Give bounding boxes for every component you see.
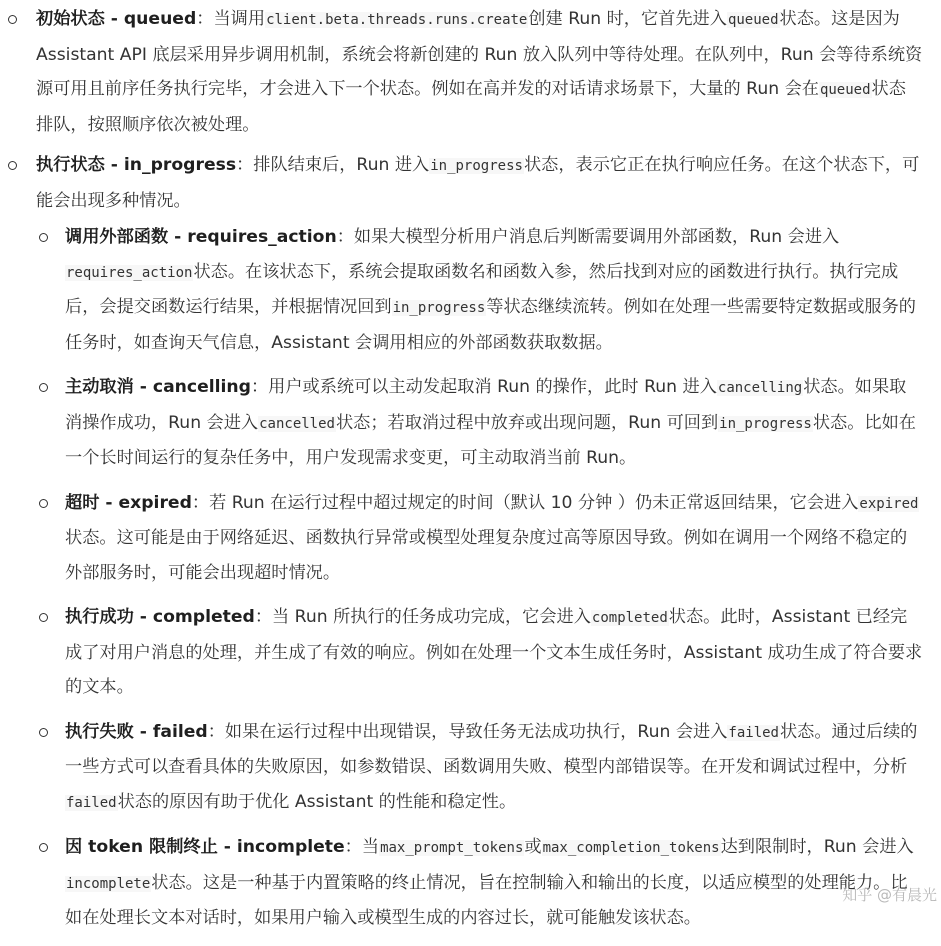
sub-item-separator: -: [168, 227, 188, 247]
text-run: 当 Run 所执行的任务成功完成，它会进入: [272, 607, 591, 627]
item-term: 执行状态: [36, 155, 105, 175]
text-run: 当调用: [213, 9, 266, 29]
text-run: 状态。比如在一个长时间运行的复杂任务中，用户发现需求变更，可主动取消当前 Run。: [65, 412, 916, 468]
text-run: 状态。这是一种基于内置策略的终止情况，旨在控制输入和输出的长度，以适应模型的处理能力。比如在处理长文本对话时，如果用户输入或模型生成的内容过长，就可能触发该状态。: [65, 872, 908, 928]
sub-item-separator: -: [99, 492, 119, 513]
sub-item-separator: -: [133, 377, 153, 397]
text-run: 等状态继续流转。例如在处理一些需要特定数据或服务的任务时，如查询天气信息，Assistant 会调用相应的外部函数获取数据。: [65, 297, 916, 353]
sub-item-state: completed: [152, 607, 255, 627]
text-run: 用户或系统可以主动发起取消 Run 的操作，此时 Run 进入: [268, 377, 717, 397]
sub-item-failed: [36, 715, 923, 821]
inline-code: requires_action: [66, 264, 193, 281]
inline-code: queued: [727, 12, 779, 28]
inline-code: in_progress: [719, 415, 812, 432]
inline-code: cancelled: [259, 415, 335, 432]
sub-state-list: [36, 220, 923, 936]
item-separator: -: [104, 155, 124, 175]
inline-code: max_prompt_tokens: [380, 840, 524, 856]
bullet-icon: [8, 15, 17, 24]
bullet-icon: [39, 613, 48, 622]
text-run: 状态。这是因为 Assistant API 底层采用异步调用机制，系统会将新创建的 Run 放入队列中等待处理。在队列中，Run 会等待系统资源可用且前序任务执行完毕，才会进入下一个状态。例如在高并发的对话请求场景下，大量的 Run 会在: [36, 9, 923, 99]
item-state: queued: [123, 9, 197, 29]
text-run: 排队结束后，Run 进入: [253, 155, 430, 175]
sub-item-separator: -: [217, 837, 237, 857]
sub-item-cancelling: [36, 370, 923, 476]
bullet-icon: [39, 383, 48, 392]
item-colon: ：: [236, 155, 254, 175]
inline-code: expired: [859, 495, 919, 512]
sub-item-state: requires_action: [187, 227, 337, 247]
inline-code: failed: [66, 794, 117, 811]
sub-item-colon: ：: [250, 377, 269, 397]
sub-item-colon: ：: [336, 227, 354, 247]
text-run: 状态。在该状态下，系统会提取函数名和函数入参，然后找到对应的函数进行执行。执行完成后，会提交函数运行结果，并根据情况回到: [65, 261, 899, 317]
text-run: 状态的原因有助于优化 Assistant 的性能和稳定性。: [117, 791, 517, 812]
sub-item-state: incomplete: [236, 837, 345, 857]
sub-item-separator: -: [133, 721, 153, 742]
state-list: [0, 2, 941, 936]
bullet-icon: [39, 843, 48, 852]
sub-item-incomplete: [36, 830, 923, 936]
item-state: in_progress: [123, 155, 237, 175]
inline-code: incomplete: [66, 875, 151, 892]
sub-item-colon: ：: [254, 607, 273, 627]
text-run: 状态，表示它正在执行响应任务。在这个状态下，可能会出现多种情况。: [36, 155, 920, 211]
sub-item-completed: [36, 600, 923, 705]
sub-item-term: 主动取消: [65, 377, 134, 397]
sub-item-colon: ：: [191, 492, 210, 513]
text-run: 如果在运行过程中出现错误，导致任务无法成功执行，Run 会进入: [224, 721, 728, 742]
inline-code: queued: [819, 82, 871, 98]
sub-item-separator: -: [133, 607, 153, 627]
sub-item-requires-action: [36, 220, 923, 360]
text-run: 状态。通过后续的一些方式可以查看具体的失败原因，如参数错误、函数调用失败、模型内部错误等。在开发和调试过程中，分析: [65, 721, 918, 777]
bullet-icon: [39, 233, 48, 242]
text-run: 状态排队，按照顺序依次被处理。: [36, 79, 906, 135]
text-run: 当: [361, 837, 380, 857]
bullet-icon: [8, 161, 17, 170]
watermark: 知乎 @有晨光: [842, 886, 937, 904]
text-run: 状态。如果取消操作成功，Run 会进入: [65, 377, 907, 433]
sub-item-state: cancelling: [152, 377, 251, 397]
item-separator: -: [104, 9, 124, 29]
sub-item-term: 执行失败: [65, 721, 134, 742]
sub-item-state: expired: [118, 492, 192, 513]
sub-item-state: failed: [152, 721, 208, 742]
list-item-queued: [0, 2, 941, 142]
inline-code: client.beta.threads.runs.create: [266, 12, 528, 28]
inline-code: max_completion_tokens: [542, 840, 720, 856]
inline-code: in_progress: [392, 300, 486, 316]
text-run: 若 Run 在运行过程中超过规定的时间（默认 10 分钟 ）仍未正常返回结果，它会进入: [209, 492, 859, 513]
inline-code: failed: [728, 724, 779, 741]
bullet-icon: [39, 499, 48, 508]
sub-item-term: 调用外部函数: [65, 227, 169, 247]
item-colon: ：: [196, 9, 214, 29]
sub-item-term: 因 token 限制终止: [65, 837, 218, 857]
inline-code: cancelling: [717, 380, 803, 396]
text-run: 创建 Run 时，它首先进入: [528, 9, 727, 29]
text-run: 达到限制时，Run 会进入: [720, 837, 914, 857]
document-body: [0, 2, 941, 946]
list-item-in-progress: [0, 148, 941, 936]
text-run: 状态；若取消过程中放弃或出现问题，Run 可回到: [335, 412, 719, 433]
sub-item-colon: ：: [344, 837, 362, 857]
sub-item-expired: [36, 486, 923, 591]
text-run: 或: [524, 837, 542, 857]
item-term: 初始状态: [36, 9, 105, 29]
inline-code: completed: [591, 610, 668, 626]
sub-item-term: 执行成功: [65, 607, 134, 627]
bullet-icon: [39, 728, 48, 737]
sub-item-term: 超时: [65, 492, 100, 513]
sub-item-colon: ：: [207, 721, 225, 742]
text-run: 如果大模型分析用户消息后判断需要调用外部函数，Run 会进入: [353, 227, 840, 247]
text-run: 状态。此时，Assistant 已经完成了对用户消息的处理，并生成了有效的响应。例如在处理一个文本生成任务时，Assistant 成功生成了符合要求的文本。: [65, 607, 923, 697]
inline-code: in_progress: [430, 158, 523, 174]
text-run: 状态。这可能是由于网络延迟、函数执行异常或模型处理复杂度过高等原因导致。例如在调用一个网络不稳定的外部服务时，可能会出现超时情况。: [65, 528, 908, 583]
